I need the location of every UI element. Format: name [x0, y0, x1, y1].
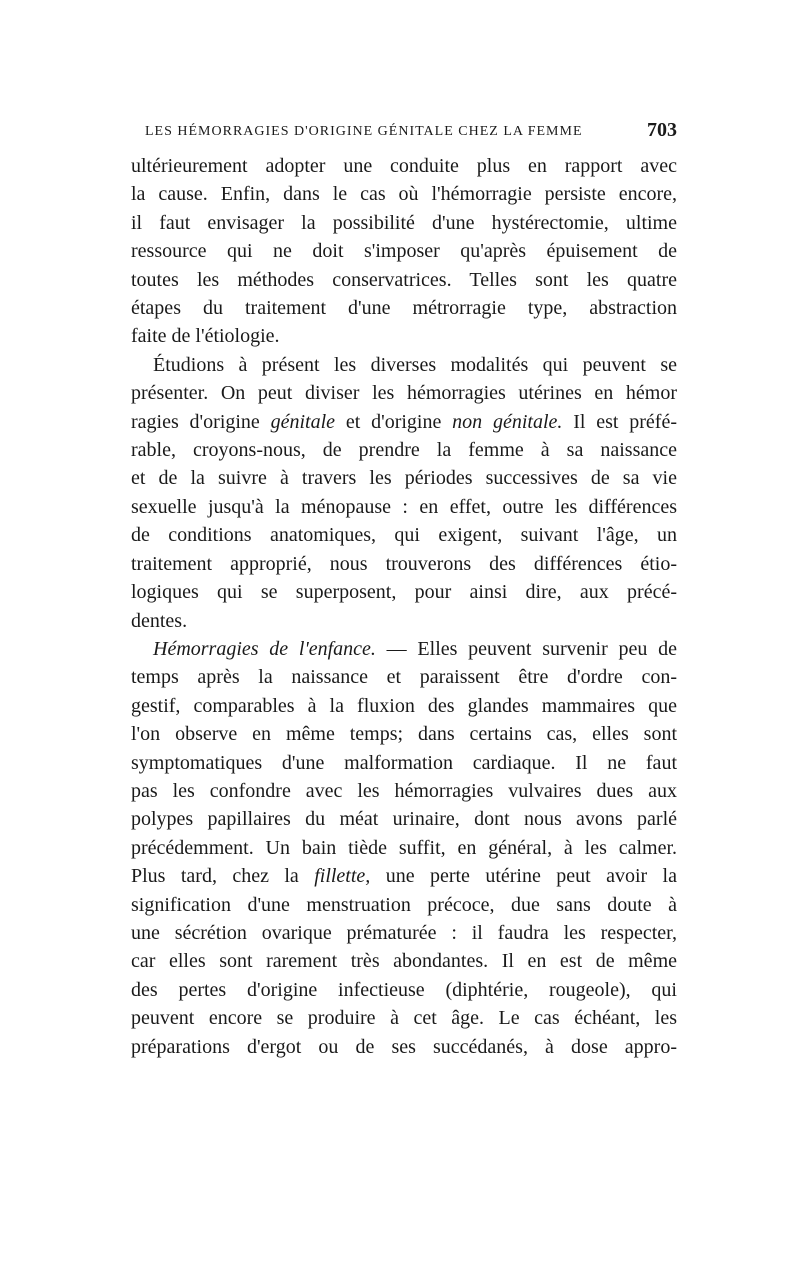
text-line: gestif, comparables à la fluxion des glandes mammaires que: [131, 694, 677, 717]
text-line: symptomatiques d'une malformation cardiaque. Il ne faut: [131, 751, 677, 774]
text-line: ressource qui ne doit s'imposer qu'après épuisement de: [131, 240, 677, 263]
text-line: il faut envisager la possibilité d'une hystérectomie, ultime: [131, 211, 677, 234]
text-line: étapes du traitement d'une métrorragie type, abstraction: [131, 297, 677, 320]
text-line: pas les confondre avec les hémorragies vulvaires dues aux: [131, 779, 677, 802]
section-heading-line: Hémorragies de l'enfance. — Elles peuvent survenir peu de: [153, 637, 677, 660]
text-line: la cause. Enfin, dans le cas où l'hémorragie persiste encore,: [131, 183, 677, 206]
text-line: temps après la naissance et paraissent être d'ordre con-: [131, 666, 677, 689]
section-heading: Hémorragies de l'enfance.: [153, 637, 376, 660]
text-line: logiques qui se superposent, pour ainsi dire, aux précé-: [131, 581, 677, 604]
text-line: faite de l'étiologie.: [131, 325, 280, 348]
text-line: présenter. On peut diviser les hémorragies utérines en hémor: [131, 382, 677, 405]
text-line: Étudions à présent les diverses modalités qui peuvent se: [153, 353, 677, 376]
text-line-mixed: ragies d'origine génitale et d'origine non génitale. Il est préfé-: [131, 410, 677, 433]
text-line: une sécrétion ovarique prématurée : il faudra les respecter,: [131, 921, 677, 944]
text-line-mixed: Plus tard, chez la fillette, une perte utérine peut avoir la: [131, 865, 677, 888]
text-line: de conditions anatomiques, qui exigent, suivant l'âge, un: [131, 524, 677, 547]
body-text: [131, 152, 677, 1061]
text-line: signification d'une menstruation précoce, due sans doute à: [131, 893, 677, 916]
text-line: et de la suivre à travers les périodes successives de sa vie: [131, 467, 677, 490]
text-line: sexuelle jusqu'à la ménopause : en effet, outre les différences: [131, 495, 677, 518]
running-title: LES HÉMORRAGIES D'ORIGINE GÉNITALE CHEZ LA FEMME: [145, 124, 583, 139]
text-line: traitement approprié, nous trouverons des différences étio-: [131, 552, 677, 575]
running-head: [131, 118, 677, 146]
text-line: précédemment. Un bain tiède suffit, en général, à les calmer.: [131, 836, 677, 859]
text-line: dentes.: [131, 609, 188, 632]
text-line: l'on observe en même temps; dans certains cas, elles sont: [131, 723, 677, 746]
book-page: [131, 118, 677, 1061]
text-line: rable, croyons-nous, de prendre la femme à sa naissance: [131, 439, 677, 462]
text-line: peuvent encore se produire à cet âge. Le cas échéant, les: [131, 1007, 677, 1030]
text-line: des pertes d'origine infectieuse (diphtérie, rougeole), qui: [131, 978, 677, 1001]
page-number: 703: [647, 119, 677, 141]
text-line: toutes les méthodes conservatrices. Telles sont les quatre: [131, 268, 677, 291]
text-line: ultérieurement adopter une conduite plus en rapport avec: [131, 155, 677, 177]
text-line: polypes papillaires du méat urinaire, dont nous avons parlé: [131, 808, 677, 831]
text-line: car elles sont rarement très abondantes. Il en est de même: [131, 950, 677, 973]
text-line: préparations d'ergot ou de ses succédanés, à dose appro-: [131, 1035, 677, 1058]
